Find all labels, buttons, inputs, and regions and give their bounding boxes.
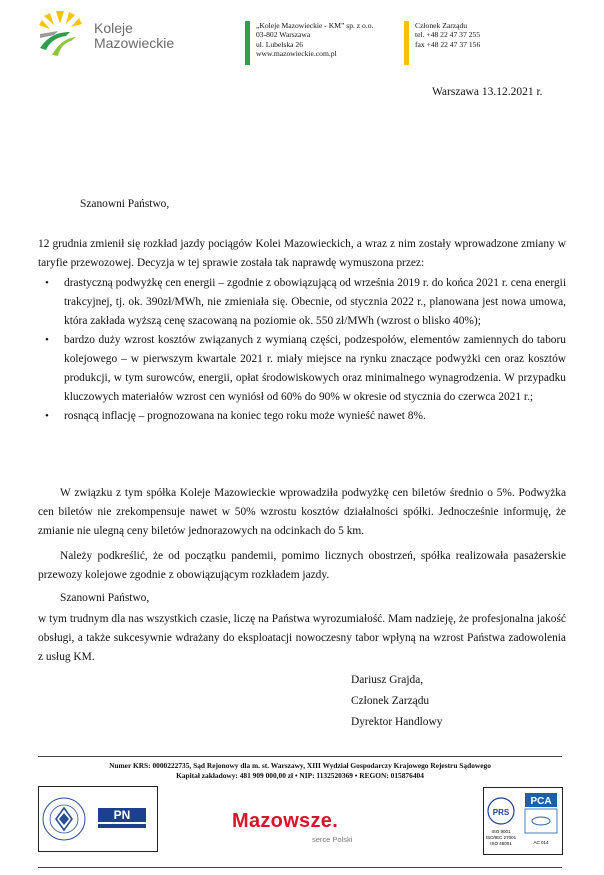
company-address (245, 21, 373, 65)
brand-tagline: serce Polski (312, 835, 353, 844)
signatory-name: Dariusz Grajda, (351, 674, 424, 686)
list-item: • bardzo duży wzrost kosztów związanych z wymianą części, podzespołów, elementów zamiennych do taboru kolejowego – w pierwszym kwartale 2021 r. miały miejsce na rynku znaczące podwyżki cen oraz kosztów produkcji, w tym surowców, energii, opłat środowiskowych oraz minimalnego wynagrodzenia. W przypadku kluczowych materiałów wzrost cen wyniósł od 60% do 90% w okresie od stycznia do czerwca 2021 r.; (38, 331, 566, 407)
signatory-department: Dyrektor Handlowy (351, 716, 443, 728)
svg-text:ISO 9001: ISO 9001 (491, 829, 511, 834)
mazowsze-brand (232, 810, 353, 844)
registry-line: Numer KRS: 0000222735, Sąd Rejonowy dla m. st. Warszawy, XIII Wydział Gospodarczy Krajowego Rejestru Sądowego (109, 761, 491, 770)
footer-bottom-rule (38, 867, 562, 868)
letter-date: Warszawa 13.12.2021 r. (432, 86, 543, 98)
board-fax: fax +48 22 47 37 156 (415, 39, 481, 49)
svg-text:PN: PN (113, 808, 131, 822)
registry-info (38, 761, 562, 781)
signature-block (351, 670, 442, 733)
svg-text:ISO 45001: ISO 45001 (490, 841, 512, 846)
signatory-role: Członek Zarządu (351, 695, 430, 707)
svg-text:PCA: PCA (530, 796, 552, 807)
prices-paragraph: W związku z tym spółka Koleje Mazowieckie wprowadziła podwyżkę cen biletów średnio o 5%. Podwyżka cen biletów nie zrekompensuje nawet w 50% wzrostu kosztów działalności spółki. Jednocześnie informuję, że zmianie nie ulegną ceny biletów jednorazowych na odcinkach do 5 km. (38, 487, 566, 537)
sun-rays-icon (39, 11, 82, 29)
svg-text:ISO/IEC 27001: ISO/IEC 27001 (485, 835, 517, 840)
right-certificates (483, 787, 563, 855)
logo-text-line-2: Mazowieckie (94, 35, 175, 51)
closing-greeting: Szanowni Państwo, (60, 592, 150, 604)
company-street: ul. Lubelska 26 (256, 39, 304, 49)
reasons-list (38, 274, 566, 426)
company-postcode: 03-802 Warszawa (256, 30, 311, 40)
board-title: Członek Zarządu (415, 21, 468, 30)
board-phone: tel. +48 22 47 37 255 (415, 30, 481, 40)
left-certificates (38, 786, 158, 852)
koleje-mazowieckie-logo (38, 10, 188, 70)
capital-line: Kapitał zakładowy: 481 909 000,00 zł • NIP: 1132520369 • REGON: 015876404 (176, 771, 424, 780)
company-name: „Koleje Mazowieckie - KM” sp. z o.o. (256, 21, 374, 30)
pandemic-paragraph: Należy podkreślić, że od początku pandemii, pomimo licznych obostrzeń, spółka realizowała pasażerskie przewozy kolejowe zgodnie z obowiązującym rozkładem jazdy. (38, 550, 566, 581)
list-item: • rosnącą inflację – prognozowana na koniec tego roku może wynieść nawet 8%. (38, 407, 566, 426)
svg-text:PRS: PRS (492, 808, 510, 817)
company-website: www.mazowieckie.com.pl (256, 49, 337, 59)
svg-text:AC 014: AC 014 (533, 840, 549, 845)
footer-top-rule (38, 756, 562, 757)
pn-certificate-icon (98, 808, 146, 828)
list-item: • drastyczną podwyżkę cen energii – zgodnie z obowiązującą od września 2019 r. do końca 2021 r. cena energii trakcyjnej, tj. ok. 390zł/MWh, nie zmieniała się. Obecnie, od stycznia 2022 r., planowana jest nowa umowa, która zakłada wyższą cenę szacowaną na poziomie ok. 550 zł/MWh (wzrost o blisko 40%); (38, 274, 566, 331)
greeting: Szanowni Państwo, (80, 198, 170, 210)
closing-paragraph: w tym trudnym dla nas wszystkich czasie, liczę na Państwa wyrozumiałość. Mam nadzieję, że profesjonalna jakość obsługi, a także sukcesywnie wdrażany do eksploatacji nowoczesny tabor wpłyną na wzrost Państwa zadowolenia z usług KM. (38, 613, 566, 663)
brand-name: Mazowsze. (232, 810, 339, 832)
intro-paragraph: 12 grudnia zmienił się rozkład jazdy pociągów Kolei Mazowieckich, a wraz z nim zostały wprowadzone zmiany w taryfie przewozowej. Decyzja w tej sprawie została tak naprawdę wymuszona przez: (38, 238, 566, 269)
board-contact (404, 21, 480, 65)
logo-text-line-1: Koleje (94, 20, 133, 36)
